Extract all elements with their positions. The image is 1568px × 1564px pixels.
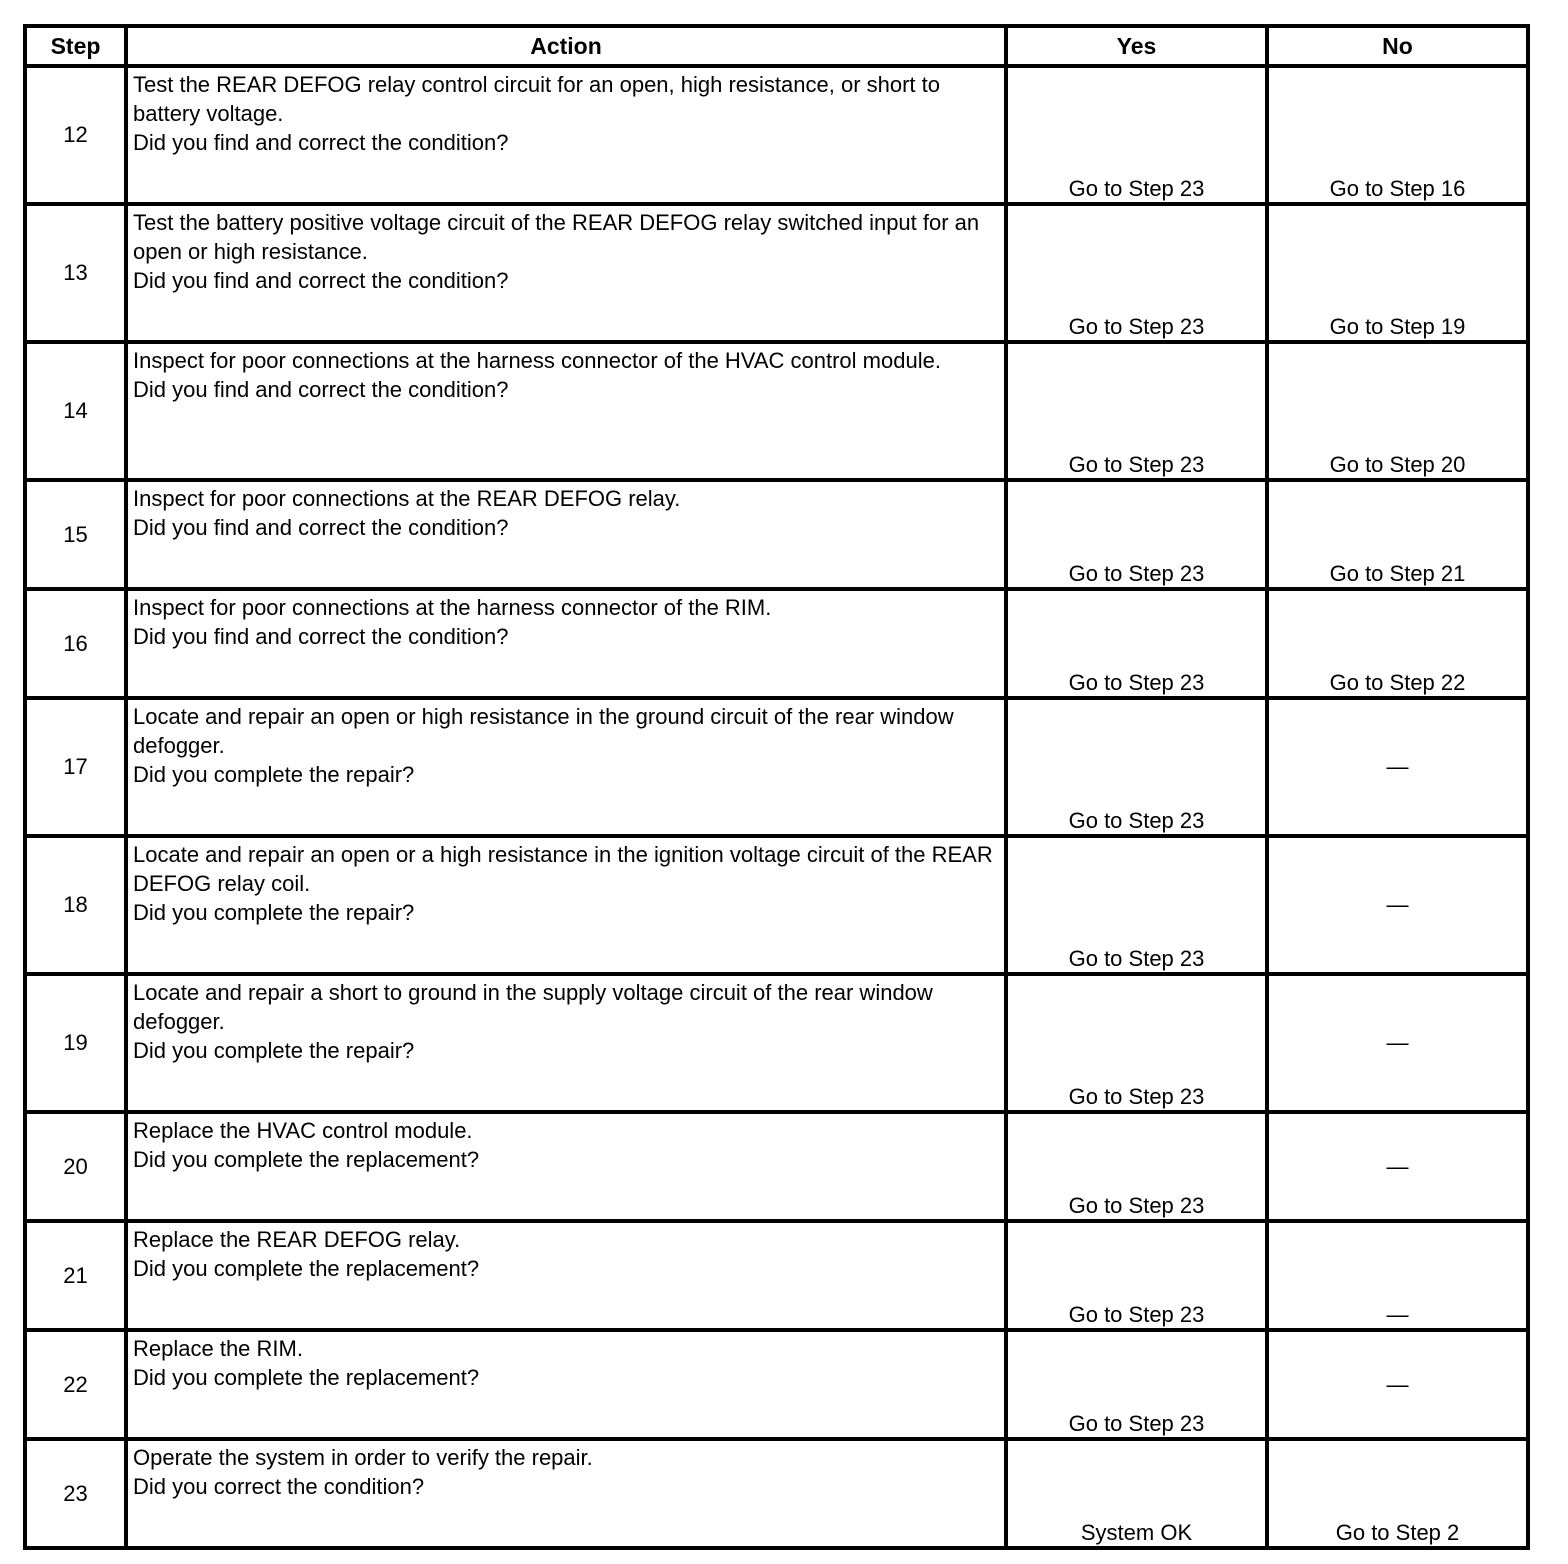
action-cell xyxy=(126,342,1006,480)
step-number: 21 xyxy=(25,1221,126,1330)
step-number: 15 xyxy=(25,480,126,589)
header-yes: Yes xyxy=(1006,26,1267,66)
step-number: 23 xyxy=(25,1439,126,1548)
action-cell xyxy=(126,1439,1006,1548)
action-question: Did you complete the replacement? xyxy=(133,1256,480,1281)
yes-cell: Go to Step 23 xyxy=(1006,1330,1267,1439)
step-number: 20 xyxy=(25,1112,126,1221)
table-row xyxy=(25,66,1528,204)
action-text: Operate the system in order to verify the repair. xyxy=(133,1445,593,1470)
action-cell xyxy=(126,589,1006,698)
table-row xyxy=(25,1330,1528,1439)
action-cell xyxy=(126,974,1006,1112)
header-action: Action xyxy=(126,26,1006,66)
action-cell xyxy=(126,1221,1006,1330)
action-cell xyxy=(126,1330,1006,1439)
action-cell xyxy=(126,698,1006,836)
step-number: 19 xyxy=(25,974,126,1112)
step-number: 17 xyxy=(25,698,126,836)
action-text: Inspect for poor connections at the harness connector of the HVAC control module. xyxy=(133,348,941,373)
header-row xyxy=(25,26,1528,66)
no-cell: — xyxy=(1267,698,1528,836)
header-no: No xyxy=(1267,26,1528,66)
table-row xyxy=(25,974,1528,1112)
no-cell: — xyxy=(1267,974,1528,1112)
action-text: Replace the REAR DEFOG relay. xyxy=(133,1227,461,1252)
action-text: Locate and repair an open or high resistance in the ground circuit of the rear window defogger. xyxy=(133,704,954,758)
yes-cell: System OK xyxy=(1006,1439,1267,1548)
step-number: 22 xyxy=(25,1330,126,1439)
yes-cell: Go to Step 23 xyxy=(1006,1221,1267,1330)
action-cell xyxy=(126,66,1006,204)
yes-cell: Go to Step 23 xyxy=(1006,836,1267,974)
table-row xyxy=(25,342,1528,480)
action-text: Replace the RIM. xyxy=(133,1336,303,1361)
diagnostic-steps-table xyxy=(23,24,1530,1550)
action-text: Replace the HVAC control module. xyxy=(133,1118,473,1143)
action-question: Did you complete the repair? xyxy=(133,1038,415,1063)
no-cell: Go to Step 21 xyxy=(1267,480,1528,589)
action-cell xyxy=(126,480,1006,589)
step-number: 12 xyxy=(25,66,126,204)
yes-cell: Go to Step 23 xyxy=(1006,480,1267,589)
no-cell: Go to Step 16 xyxy=(1267,66,1528,204)
step-number: 13 xyxy=(25,204,126,342)
yes-cell: Go to Step 23 xyxy=(1006,974,1267,1112)
table-row xyxy=(25,589,1528,698)
step-number: 16 xyxy=(25,589,126,698)
action-cell xyxy=(126,1112,1006,1221)
action-question: Did you find and correct the condition? xyxy=(133,130,509,155)
table-row xyxy=(25,204,1528,342)
no-cell: Go to Step 2 xyxy=(1267,1439,1528,1548)
table-row xyxy=(25,480,1528,589)
table-row xyxy=(25,836,1528,974)
no-cell: Go to Step 22 xyxy=(1267,589,1528,698)
yes-cell: Go to Step 23 xyxy=(1006,66,1267,204)
table-row xyxy=(25,1221,1528,1330)
no-cell: Go to Step 19 xyxy=(1267,204,1528,342)
action-text: Locate and repair a short to ground in the supply voltage circuit of the rear window defogger. xyxy=(133,980,933,1034)
action-text: Test the REAR DEFOG relay control circuit for an open, high resistance, or short to battery voltage. xyxy=(133,72,941,126)
action-cell xyxy=(126,836,1006,974)
action-question: Did you find and correct the condition? xyxy=(133,515,509,540)
yes-cell: Go to Step 23 xyxy=(1006,589,1267,698)
action-question: Did you correct the condition? xyxy=(133,1474,425,1499)
step-number: 14 xyxy=(25,342,126,480)
action-question: Did you find and correct the condition? xyxy=(133,377,509,402)
table-row xyxy=(25,1439,1528,1548)
action-question: Did you complete the replacement? xyxy=(133,1365,480,1390)
yes-cell: Go to Step 23 xyxy=(1006,204,1267,342)
action-text: Inspect for poor connections at the REAR DEFOG relay. xyxy=(133,486,681,511)
yes-cell: Go to Step 23 xyxy=(1006,1112,1267,1221)
no-cell: — xyxy=(1267,1330,1528,1439)
table-row xyxy=(25,1112,1528,1221)
action-question: Did you find and correct the condition? xyxy=(133,624,509,649)
no-cell: — xyxy=(1267,836,1528,974)
yes-cell: Go to Step 23 xyxy=(1006,698,1267,836)
action-text: Locate and repair an open or a high resistance in the ignition voltage circuit of the REAR DEFOG relay coil. xyxy=(133,842,993,896)
header-step: Step xyxy=(25,26,126,66)
action-text: Test the battery positive voltage circuit of the REAR DEFOG relay switched input for an open or high resistance. xyxy=(133,210,980,264)
action-question: Did you complete the repair? xyxy=(133,900,415,925)
step-number: 18 xyxy=(25,836,126,974)
action-cell xyxy=(126,204,1006,342)
action-text: Inspect for poor connections at the harness connector of the RIM. xyxy=(133,595,772,620)
no-cell: Go to Step 20 xyxy=(1267,342,1528,480)
action-question: Did you find and correct the condition? xyxy=(133,268,509,293)
action-question: Did you complete the replacement? xyxy=(133,1147,480,1172)
yes-cell: Go to Step 23 xyxy=(1006,342,1267,480)
no-cell: — xyxy=(1267,1221,1528,1330)
table-row xyxy=(25,698,1528,836)
no-cell: — xyxy=(1267,1112,1528,1221)
action-question: Did you complete the repair? xyxy=(133,762,415,787)
